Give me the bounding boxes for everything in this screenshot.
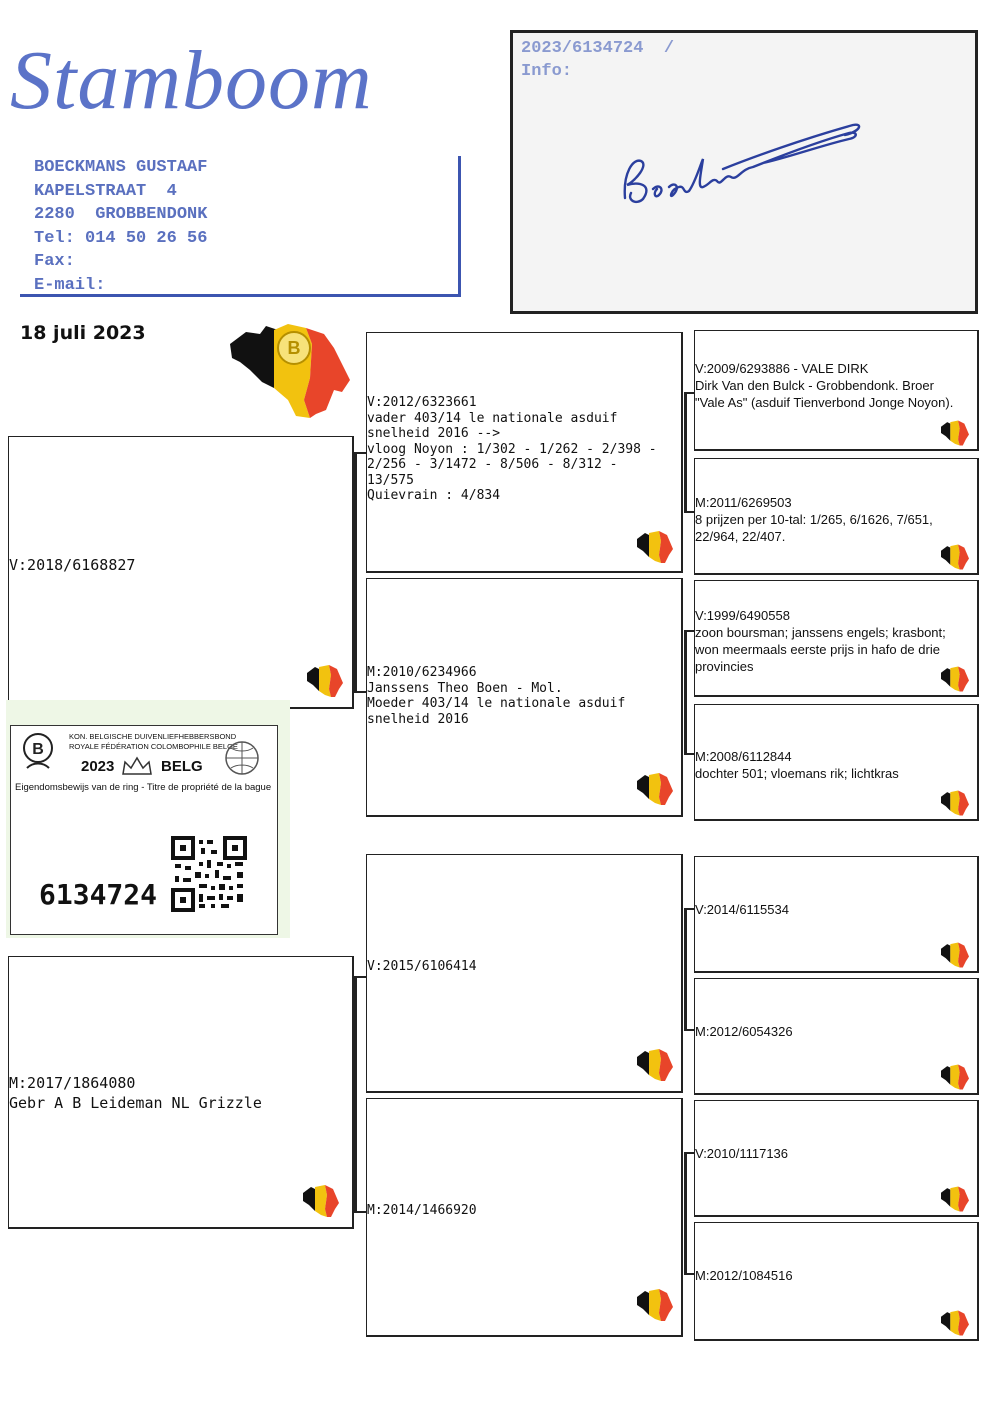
connector-line [684, 1152, 694, 1154]
owner-address-block [20, 156, 461, 297]
sds-text: V:1999/6490558 zoon boursman; janssens engels; krasbont; won meermaals eerste prijs in hafo de drie provincies [695, 608, 946, 674]
connector-line [684, 630, 694, 632]
belgian-flag-icon [635, 529, 675, 565]
sd-text: M:2010/6234966 Janssens Theo Boen - Mol. Moeder 403/14 le nationale asduif snelheid 2016 [367, 665, 626, 727]
pedigree-ddd-box [694, 1222, 979, 1341]
info-label: Info: [521, 62, 573, 81]
dam-note: Gebr A B Leideman NL Grizzle [9, 1094, 262, 1112]
ring-ownership-card [6, 700, 290, 938]
dss-text: V:2014/6115534 [695, 902, 789, 917]
belgian-flag-icon [635, 1047, 675, 1083]
belgian-flag-icon [939, 543, 971, 571]
dsd-text: M:2012/6054326 [695, 1024, 793, 1039]
belgian-flag-icon [305, 663, 345, 699]
owner-fax: Fax: [34, 252, 75, 271]
connector-line [354, 452, 357, 692]
connector-line [684, 511, 694, 513]
card-ring-number: 6134724 [39, 878, 158, 911]
federation-logo-icon [21, 728, 55, 776]
connector-line [354, 452, 366, 454]
qr-code-icon [171, 836, 247, 912]
svg-text:B: B [287, 338, 301, 358]
card-year: 2023 [81, 758, 115, 775]
sdd-text: M:2008/6112844 dochter 501; vloemans rik; lichtkras [695, 749, 899, 781]
owner-email: E-mail: [34, 275, 106, 295]
card-ownership-text: Eigendomsbewijs van de ring - Titre de propriété de la bague [15, 782, 272, 793]
pedigree-ss-box [366, 332, 683, 573]
connector-line [354, 976, 366, 978]
pedigree-ssd-box [694, 458, 979, 575]
ss-text: V:2012/6323661 vader 403/14 le nationale asduif snelheid 2016 --> vloog Noyon : 1/302 - 1/262 - 2/398 - 2/256 - 3/1472 - 8/506 - 8/312 - 13/575 Quievrain : 4/834 [367, 395, 657, 503]
pedigree-sd-box [366, 578, 683, 817]
connector-line [684, 392, 694, 394]
belgian-flag-icon [939, 1309, 971, 1337]
connector-line [684, 753, 694, 755]
page-title: Stamboom [10, 34, 373, 127]
belgian-flag-icon [635, 771, 675, 807]
owner-name: BOECKMANS GUSTAAF [34, 158, 208, 177]
pedigree-dam-box [8, 956, 354, 1229]
connector-line [684, 1152, 687, 1274]
pedigree-ds-box [366, 854, 683, 1093]
dds-text: V:2010/1117136 [695, 1146, 789, 1161]
card-country: BELG [161, 758, 203, 775]
dd-text: M:2014/1466920 [367, 1203, 477, 1218]
connector-line [684, 1029, 694, 1031]
crown-icon [121, 756, 153, 776]
owner-city: 2280 GROBBENDONK [34, 205, 208, 224]
pedigree-sss-box [694, 330, 979, 451]
belgian-flag-icon [939, 789, 971, 817]
belgian-flag-icon [939, 1185, 971, 1213]
connector-line [684, 908, 694, 910]
card-org-fr: ROYALE FÉDÉRATION COLOMBOPHILE BELGE [69, 742, 238, 751]
connector-line [684, 392, 687, 512]
dam-ring: M:2017/1864080 [9, 1074, 136, 1092]
connector-line [684, 1273, 694, 1275]
connector-line [684, 908, 687, 1030]
pedigree-sire-box [8, 436, 354, 709]
ssd-text: M:2011/6269503 8 prijzen per 10-tal: 1/265, 6/1626, 7/651, 22/964, 22/407. [695, 495, 933, 544]
svg-text:B: B [32, 741, 44, 758]
belgian-flag-icon [301, 1183, 341, 1219]
ddd-text: M:2012/1084516 [695, 1268, 793, 1283]
signature-image [613, 103, 873, 213]
info-ring-number: 2023/6134724 / [521, 39, 675, 58]
ds-text: V:2015/6106414 [367, 959, 477, 974]
belgian-flag-icon [939, 941, 971, 969]
connector-line [354, 1211, 366, 1213]
belgium-map-logo [226, 318, 354, 424]
card-org-nl: KON. BELGISCHE DUIVENLIEFHEBBERSBOND [69, 732, 237, 741]
sire-ring: V:2018/6168827 [9, 556, 136, 574]
info-box [510, 30, 978, 314]
sss-text: V:2009/6293886 - VALE DIRK Dirk Van den Bulck - Grobbendonk. Broer "Vale As" (asduif Tienverbond Jonge Noyon). [695, 361, 954, 410]
pedigree-dd-box [366, 1098, 683, 1337]
belgian-flag-icon [939, 1063, 971, 1091]
belgian-flag-icon [939, 665, 971, 693]
belgian-flag-icon [635, 1287, 675, 1323]
owner-street: KAPELSTRAAT 4 [34, 181, 177, 201]
connector-line [354, 976, 357, 1212]
connector-line [684, 630, 687, 754]
document-date: 18 juli 2023 [20, 322, 146, 344]
pedigree-dsd-box [694, 978, 979, 1095]
connector-line [354, 691, 366, 693]
belgian-flag-icon [939, 419, 971, 447]
pedigree-sdd-box [694, 704, 979, 821]
pedigree-sds-box [694, 580, 979, 697]
owner-tel: Tel: 014 50 26 56 [34, 228, 208, 248]
pedigree-dss-box [694, 856, 979, 973]
globe-pigeon-icon [217, 736, 267, 776]
pedigree-dds-box [694, 1100, 979, 1217]
